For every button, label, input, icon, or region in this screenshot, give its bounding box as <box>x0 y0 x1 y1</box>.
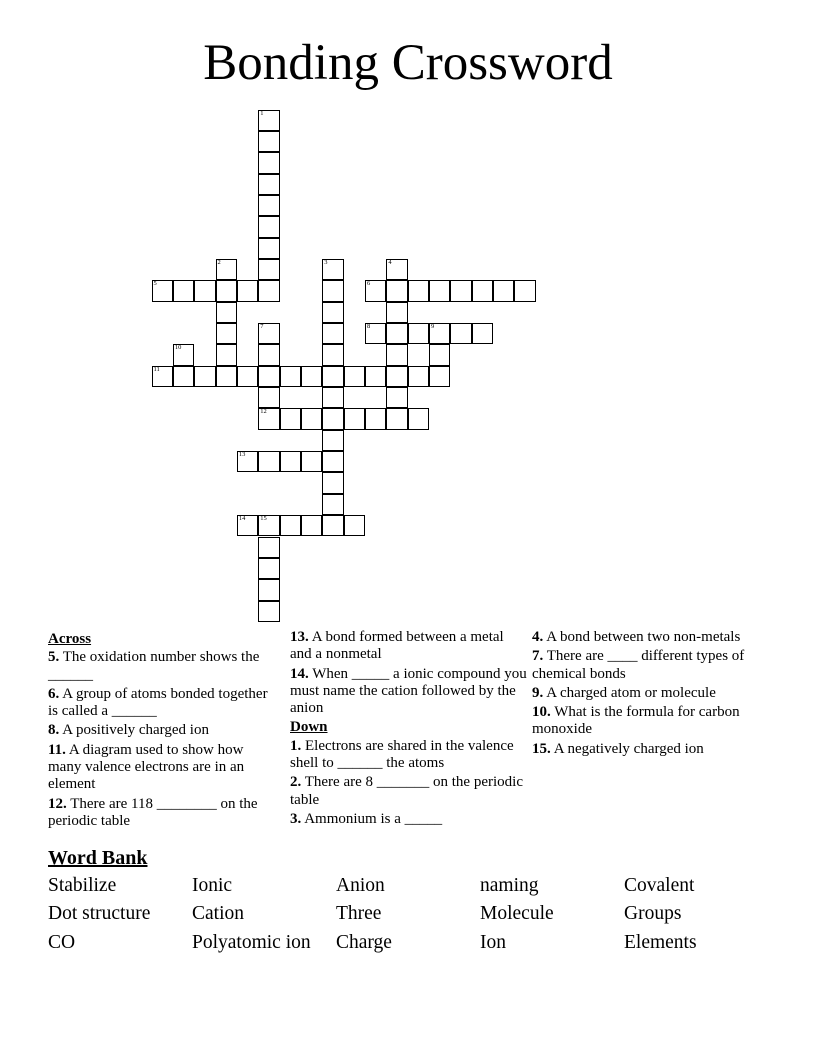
crossword-cell[interactable] <box>216 344 237 365</box>
cell-number: 8 <box>367 323 371 330</box>
clue-across-11: 11. A diagram used to show how many valence electrons are in an element <box>48 741 245 793</box>
crossword-cell[interactable] <box>365 280 386 301</box>
word-bank-item: Elements <box>624 932 697 953</box>
crossword-cell[interactable] <box>450 323 471 344</box>
crossword-cell[interactable] <box>408 280 429 301</box>
crossword-cell[interactable] <box>258 152 279 173</box>
crossword-cell[interactable] <box>365 366 386 387</box>
crossword-cell[interactable] <box>386 408 407 429</box>
crossword-cell[interactable] <box>386 344 407 365</box>
clue-across-5: 5. The oxidation number shows the ______ <box>48 649 260 683</box>
clue-across-8: 8. A positively charged ion <box>48 722 209 739</box>
crossword-cell[interactable] <box>216 366 237 387</box>
crossword-cell[interactable] <box>194 280 215 301</box>
crossword-cell[interactable] <box>429 344 450 365</box>
word-bank-item: Anion <box>336 875 385 896</box>
clue-down-3: 3. Ammonium is a _____ <box>290 810 443 827</box>
cell-number: 11 <box>153 365 160 373</box>
crossword-cell[interactable] <box>237 280 258 301</box>
crossword-cell[interactable] <box>322 451 343 472</box>
down-heading: Down <box>290 719 328 736</box>
crossword-cell[interactable] <box>322 366 343 387</box>
cell-number: 5 <box>153 280 157 288</box>
cell-number: 13 <box>238 451 246 459</box>
crossword-cell[interactable] <box>472 323 493 344</box>
word-bank-item: CO <box>48 932 76 953</box>
crossword-cell[interactable] <box>216 302 237 323</box>
crossword-cell[interactable] <box>258 110 279 131</box>
crossword-cell[interactable] <box>258 601 279 622</box>
crossword-cell[interactable] <box>194 366 215 387</box>
crossword-cell[interactable] <box>258 537 279 558</box>
clue-down-2: 2. There are 8 _______ on the periodic table <box>290 774 523 808</box>
clue-down-9: 9. A charged atom or molecule <box>532 684 716 701</box>
crossword-cell[interactable] <box>258 558 279 579</box>
crossword-cell[interactable] <box>280 515 301 536</box>
clue-across-13: 13. A bond formed between a metal and a nonmetal <box>290 629 504 663</box>
crossword-cell[interactable] <box>258 579 279 600</box>
clue-down-1: 1. Electrons are shared in the valence shell to ______ the atoms <box>290 737 514 772</box>
crossword-cell[interactable] <box>258 408 279 429</box>
crossword-cell[interactable] <box>258 131 279 152</box>
crossword-cell[interactable] <box>280 366 301 387</box>
crossword-cell[interactable] <box>322 430 343 451</box>
crossword-cell[interactable] <box>365 408 386 429</box>
crossword-cell[interactable] <box>386 302 407 323</box>
crossword-cell[interactable] <box>258 344 279 365</box>
crossword-cell[interactable] <box>386 280 407 301</box>
crossword-cell[interactable] <box>365 323 386 344</box>
clues-column-1 <box>48 629 274 832</box>
word-bank-item: Ion <box>480 932 506 953</box>
clue-down-15: 15. A negatively charged ion <box>532 740 704 757</box>
clue-across-12: 12. There are 118 ________ on the periodic table <box>48 795 258 829</box>
crossword-cell[interactable] <box>301 366 322 387</box>
crossword-cell[interactable] <box>344 408 365 429</box>
crossword-cell[interactable] <box>408 408 429 429</box>
cell-number: 6 <box>367 280 371 288</box>
crossword-cell[interactable] <box>386 366 407 387</box>
cell-number: 1 <box>260 109 264 117</box>
crossword-cell[interactable] <box>173 344 194 365</box>
crossword-cell[interactable] <box>258 195 279 216</box>
clue-across-14: 14. When _____ a ionic compound you must name the cation followed by the anion <box>290 665 527 717</box>
crossword-cell[interactable] <box>258 174 279 195</box>
cell-number: 2 <box>217 258 221 266</box>
crossword-cell[interactable] <box>258 366 279 387</box>
crossword-cell[interactable] <box>237 515 258 536</box>
cell-number: 9 <box>431 323 435 330</box>
crossword-cell[interactable] <box>237 451 258 472</box>
crossword-cell[interactable] <box>493 280 514 301</box>
crossword-cell[interactable] <box>173 366 194 387</box>
across-heading: Across <box>48 631 92 647</box>
crossword-cell[interactable] <box>280 451 301 472</box>
crossword-cell[interactable] <box>322 408 343 429</box>
word-bank-item: Three <box>336 903 382 924</box>
crossword-cell[interactable] <box>280 408 301 429</box>
crossword-cell[interactable] <box>386 323 407 344</box>
crossword-cell[interactable] <box>258 280 279 301</box>
clue-down-10: 10. What is the formula for carbon monoxide <box>532 704 740 738</box>
word-bank-item: Covalent <box>624 875 695 896</box>
crossword-cell[interactable] <box>322 515 343 536</box>
cell-number: 10 <box>174 344 182 352</box>
crossword-cell[interactable] <box>216 259 237 280</box>
crossword-cell[interactable] <box>408 366 429 387</box>
crossword-cell[interactable] <box>322 280 343 301</box>
word-bank-item: Polyatomic ion <box>192 932 311 953</box>
crossword-cell[interactable] <box>322 387 343 408</box>
clues-column-2 <box>290 629 528 830</box>
crossword-cell[interactable] <box>450 280 471 301</box>
cell-number: 4 <box>388 258 392 266</box>
crossword-cell[interactable] <box>258 451 279 472</box>
crossword-cell[interactable] <box>322 344 343 365</box>
crossword-cell[interactable] <box>322 259 343 280</box>
crossword-cell[interactable] <box>152 366 173 387</box>
crossword-cell[interactable] <box>386 259 407 280</box>
cell-number: 3 <box>324 258 328 266</box>
word-bank-item: Stabilize <box>48 875 117 896</box>
crossword-cell[interactable] <box>429 323 450 344</box>
crossword-cell[interactable] <box>344 366 365 387</box>
crossword-cell[interactable] <box>237 366 258 387</box>
word-bank-item: Groups <box>624 903 682 924</box>
word-bank-heading: Word Bank <box>48 847 148 869</box>
cell-number: 14 <box>238 515 246 523</box>
crossword-cell[interactable] <box>258 238 279 259</box>
crossword-cell[interactable] <box>472 280 493 301</box>
crossword-cell[interactable] <box>258 323 279 344</box>
crossword-cell[interactable] <box>322 494 343 515</box>
crossword-cell[interactable] <box>386 387 407 408</box>
crossword-cell[interactable] <box>258 216 279 237</box>
crossword-cell[interactable] <box>258 259 279 280</box>
crossword-cell[interactable] <box>301 451 322 472</box>
word-bank-item: Cation <box>192 903 244 924</box>
crossword-cell[interactable] <box>301 515 322 536</box>
crossword-cell[interactable] <box>408 323 429 344</box>
crossword-cell[interactable] <box>322 302 343 323</box>
crossword-cell[interactable] <box>344 515 365 536</box>
crossword-cell[interactable] <box>152 280 173 301</box>
word-bank-item: Ionic <box>192 875 233 896</box>
crossword-cell[interactable] <box>258 515 279 536</box>
crossword-cell[interactable] <box>429 366 450 387</box>
crossword-cell[interactable] <box>322 323 343 344</box>
crossword-cell[interactable] <box>514 280 535 301</box>
page-title: Bonding Crossword <box>203 35 613 91</box>
cell-number: 12 <box>260 408 267 416</box>
cell-number: 15 <box>260 515 267 523</box>
word-bank-item: Dot structure <box>48 903 151 924</box>
clue-down-7: 7. There are ____ different types of chemical bonds <box>532 648 745 682</box>
cell-number: 7 <box>260 323 264 330</box>
clues-column-3 <box>532 629 782 760</box>
word-bank-item: Molecule <box>480 903 554 924</box>
word-bank-item: Charge <box>336 932 392 953</box>
word-bank-item: naming <box>480 875 539 896</box>
clue-across-6: 6. A group of atoms bonded together is called a ______ <box>48 685 268 720</box>
crossword-cell[interactable] <box>216 280 237 301</box>
crossword-cell[interactable] <box>322 472 343 493</box>
crossword-cell[interactable] <box>301 408 322 429</box>
clue-down-4: 4. A bond between two non-metals <box>532 629 741 645</box>
crossword-cell[interactable] <box>258 387 279 408</box>
crossword-cell[interactable] <box>429 280 450 301</box>
crossword-cell[interactable] <box>173 280 194 301</box>
crossword-cell[interactable] <box>216 323 237 344</box>
